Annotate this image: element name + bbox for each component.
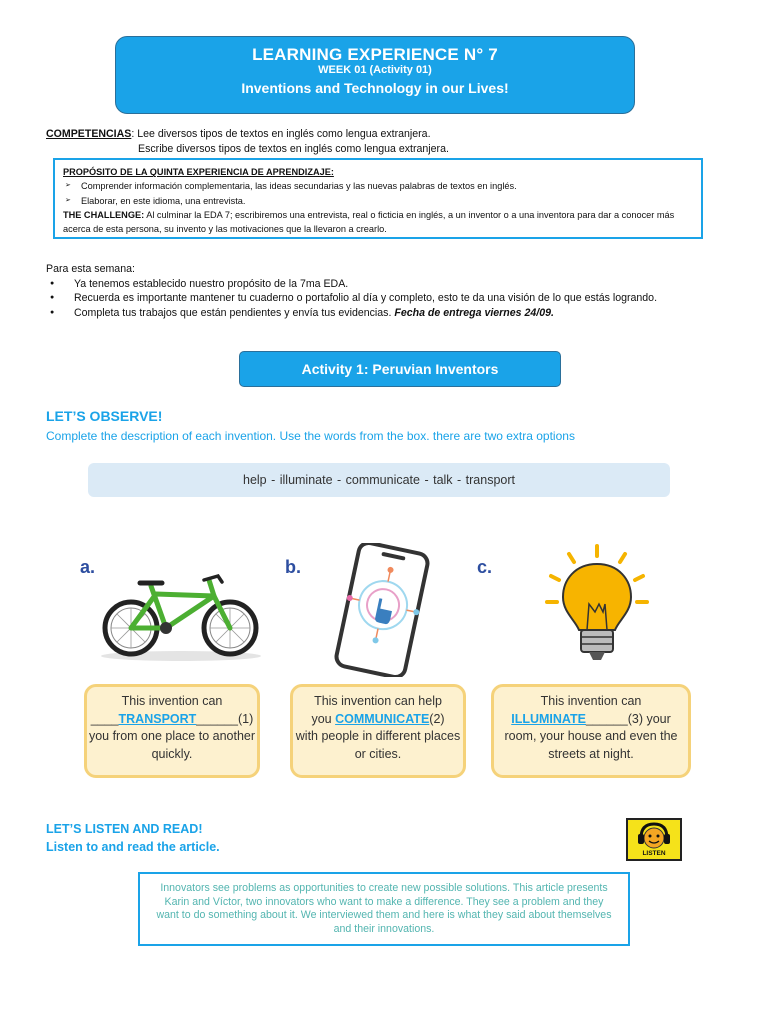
listen-section xyxy=(46,820,220,856)
weekly-list xyxy=(46,277,721,321)
weekly-intro: Para esta semana: xyxy=(46,263,135,275)
challenge-text: THE CHALLENGE: Al culminar la EDA 7; escribiremos una entrevista, real o ficticia en inglés, a un inventor o a una inventora para dar a conocer más acerca de esta persona, su invento y las motivaciones que la llevaron a crearlo. xyxy=(63,209,675,235)
word-box: help - illuminate - communicate - talk - transport xyxy=(88,463,670,497)
due-date: Fecha de entrega viernes 24/09. xyxy=(394,306,554,319)
purpose-heading: PROPÓSITO DE LA QUINTA EXPERIENCIA DE APRENDIZAJE: xyxy=(63,167,334,177)
competencias-label: COMPETENCIAS xyxy=(46,128,132,140)
listen-label: LISTEN xyxy=(642,850,666,857)
invention-letter: a. xyxy=(80,557,96,577)
listen-instruction: Listen to and read the article. xyxy=(46,840,220,854)
list-item: ● Completa tus trabajos que están pendientes y envía tus evidencias. Fecha de entrega viernes 24/09. xyxy=(46,306,721,321)
page-title: LEARNING EXPERIENCE N° 7 xyxy=(252,45,498,64)
competencias-section xyxy=(46,127,449,157)
challenge-label: THE CHALLENGE: xyxy=(63,209,145,220)
page-subtitle: Inventions and Technology in our Lives! xyxy=(241,80,509,96)
listen-button[interactable] xyxy=(626,818,682,861)
invention-card: This invention can ILLUMINATE______(3) your room, your house and even the streets at night. xyxy=(491,684,691,778)
purpose-box xyxy=(53,158,703,239)
answer-text: ILLUMINATE xyxy=(511,711,586,726)
activity-banner: Activity 1: Peruvian Inventors xyxy=(239,351,561,387)
headphones-icon xyxy=(628,822,680,852)
bicycle-icon xyxy=(96,566,266,666)
invention-letter: c. xyxy=(477,557,493,577)
header-banner xyxy=(115,36,635,114)
competencia-2: Escribe diversos tipos de textos en inglés como lengua extranjera. xyxy=(138,143,449,155)
purpose-bullet: ➢ Comprender información complementaria, las ideas secundarias y las nuevas palabras de textos en inglés. xyxy=(63,179,701,193)
answer-text: TRANSPORT xyxy=(118,711,197,726)
invention-letter: b. xyxy=(285,557,301,577)
lightbulb-icon xyxy=(537,542,657,672)
competencia-1: : Lee diversos tipos de textos en inglés como lengua extranjera. xyxy=(131,128,431,140)
weekly-notes xyxy=(46,262,721,320)
invention-card: This invention can ____TRANSPORT______(1) you from one place to another quickly. xyxy=(84,684,260,778)
answer-text: COMMUNICATE xyxy=(335,711,430,726)
list-item: ● Ya tenemos establecido nuestro propósito de la 7ma EDA. xyxy=(46,277,721,292)
listen-heading: LET’S LISTEN AND READ! xyxy=(46,822,203,836)
observe-heading: LET’S OBSERVE! xyxy=(46,408,163,424)
purpose-bullet: ➢ Elaborar, en este idioma, una entrevista. xyxy=(63,194,701,208)
invention-card: This invention can help you COMMUNICATE(2) with people in different places or cities. xyxy=(290,684,466,778)
smartphone-icon xyxy=(322,543,442,677)
article-box: Innovators see problems as opportunities to create new possible solutions. This article presents Karin and Víctor, two innovators who want to make a difference. They see a problem and they want to do something about it. We interviewed them and here is what they said about themselves and their innovations. xyxy=(138,872,630,946)
week-label: WEEK 01 (Activity 01) xyxy=(318,64,432,76)
observe-instruction: Complete the description of each invention. Use the words from the box. there are two extra options xyxy=(46,429,575,443)
list-item: ● Recuerda es importante mantener tu cuaderno o portafolio al día y completo, esto te da una visión de lo que estás logrando. xyxy=(46,291,721,306)
